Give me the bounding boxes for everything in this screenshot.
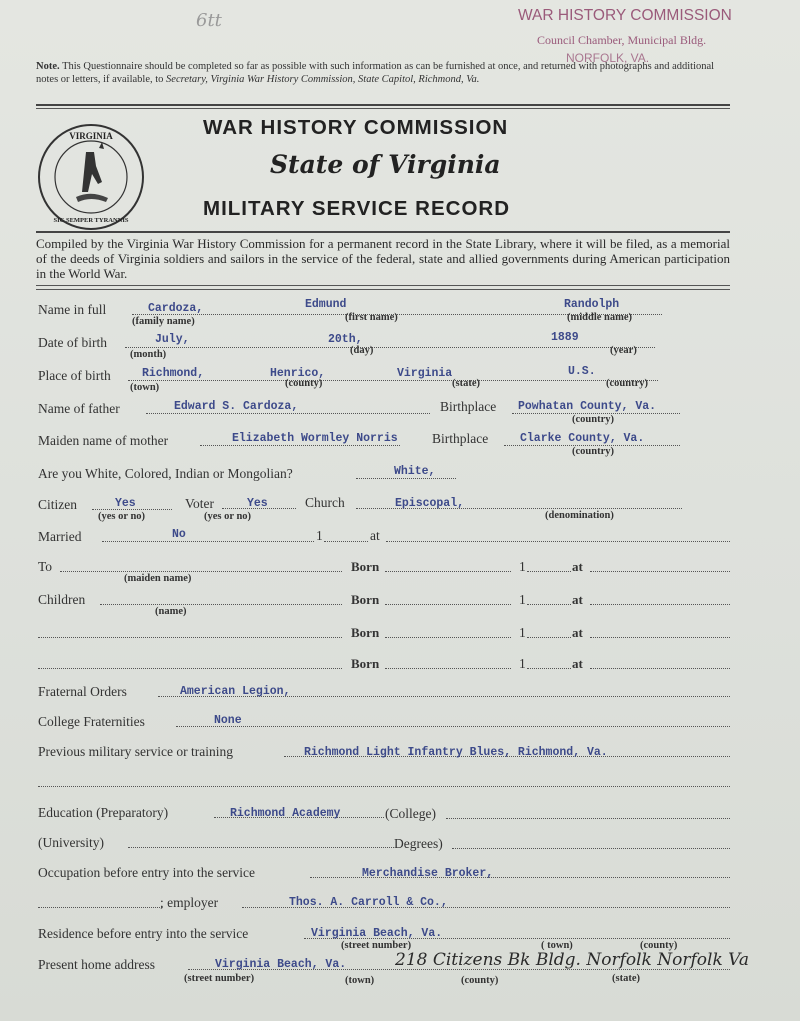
to-one: 1 xyxy=(519,559,526,574)
value-occupation: Merchandise Broker, xyxy=(362,867,494,880)
value-mother: Elizabeth Wormley Norris xyxy=(232,432,398,445)
label-father: Name of father xyxy=(38,401,120,416)
race-line xyxy=(356,478,456,479)
label-children: Children xyxy=(38,592,86,607)
label-college: (College) xyxy=(385,806,436,821)
value-pob-county: Henrico, xyxy=(270,367,326,380)
label-married: Married xyxy=(38,529,82,544)
child2-born-line xyxy=(385,637,511,638)
college-frat-line xyxy=(176,726,730,727)
label-citizen: Citizen xyxy=(38,497,77,512)
sub-maiden-name: (maiden name) xyxy=(124,573,192,584)
sub-town: (town) xyxy=(130,382,160,393)
value-pob-town: Richmond, xyxy=(142,367,205,380)
label-to: To xyxy=(38,559,53,574)
to-born-line xyxy=(385,571,511,572)
sub-first-name: (first name) xyxy=(345,312,398,323)
child1-one: 1 xyxy=(519,592,526,607)
note-lead: Note. xyxy=(36,61,60,72)
label-education: Education (Preparatory) xyxy=(38,805,169,820)
to-line xyxy=(60,571,342,572)
sub-residence-street: (street number) xyxy=(341,940,412,951)
label-father-birthplace: Birthplace xyxy=(440,399,497,414)
label-occupation: Occupation before entry into the service xyxy=(38,865,256,880)
college-line xyxy=(446,818,730,819)
label-employer: ; employer xyxy=(160,895,219,910)
sub-present-town: (town) xyxy=(345,975,375,986)
value-middle-name: Randolph xyxy=(564,298,620,311)
child2-at-line xyxy=(590,637,730,638)
stamp-line-1: WAR HISTORY COMMISSION xyxy=(518,7,732,24)
dob-line xyxy=(125,347,655,348)
married-year-line xyxy=(324,541,368,542)
note-paragraph xyxy=(36,60,730,86)
label-dob: Date of birth xyxy=(38,335,107,350)
child3-at-line xyxy=(590,668,730,669)
mother-line xyxy=(200,445,400,446)
to-year-line xyxy=(527,571,571,572)
value-race: White, xyxy=(394,465,436,478)
value-voter: Yes xyxy=(247,497,268,510)
sub-present-county: (county) xyxy=(461,975,499,986)
note-text-2: Secretary, Virginia War History Commission, State Capitol, Richmond, Va. xyxy=(166,74,480,85)
pob-line xyxy=(128,380,658,381)
stamp-line-2: Council Chamber, Municipal Bldg. xyxy=(537,33,707,47)
sub-year: (year) xyxy=(610,345,637,356)
sub-family-name: (family name) xyxy=(132,316,195,327)
value-employer: Thos. A. Carroll & Co., xyxy=(289,896,448,909)
child2-one: 1 xyxy=(519,625,526,640)
label-pob: Place of birth xyxy=(38,368,111,383)
child3-born: Born xyxy=(351,656,380,671)
degrees-line xyxy=(452,848,730,849)
value-education-prep: Richmond Academy xyxy=(230,807,341,820)
label-race: Are you White, Colored, Indian or Mongolian? xyxy=(38,466,293,481)
value-fraternal: American Legion, xyxy=(180,685,291,698)
value-residence: Virginia Beach, Va. xyxy=(311,927,443,940)
sub-residence-county: (county) xyxy=(640,940,678,951)
previous-line-2 xyxy=(38,786,730,787)
children-line-1 xyxy=(100,604,342,605)
married-at-line xyxy=(386,541,730,542)
intro-paragraph: Compiled by the Virginia War History Commission for a permanent record in the State Library, where it will be filed, as a memorial of the deeds of Virginia soldiers and sailors in the service of the federal, state and allied governments during American participation in the World War. xyxy=(36,236,730,281)
sub-state: (state) xyxy=(452,378,480,389)
sub-citizen: (yes or no) xyxy=(98,511,146,522)
header-rule xyxy=(36,231,730,233)
label-present: Present home address xyxy=(38,957,155,972)
seal-bottom-text: SIC SEMPER TYRANNIS xyxy=(53,217,129,224)
label-mother-birthplace: Birthplace xyxy=(432,431,489,446)
value-present-street: Virginia Beach, Va. xyxy=(215,958,347,971)
child3-year-line xyxy=(527,668,571,669)
child2-at: at xyxy=(572,625,583,640)
sub-denomination: (denomination) xyxy=(545,510,614,521)
sub-country: (country) xyxy=(606,378,648,389)
value-present-handwritten: 218 Citizens Bk Bldg. Norfolk Norfolk Va xyxy=(395,950,750,970)
to-at-line xyxy=(590,571,730,572)
married-line xyxy=(102,541,314,542)
intro-rule-2 xyxy=(36,289,730,290)
corner-pencil-mark: 6tt xyxy=(196,10,222,31)
virginia-seal-icon xyxy=(36,122,146,232)
top-rule xyxy=(36,104,730,106)
label-fraternal: Fraternal Orders xyxy=(38,684,127,699)
value-citizen: Yes xyxy=(115,497,136,510)
label-previous: Previous military service or training xyxy=(38,744,233,759)
value-first-name: Edmund xyxy=(305,298,347,311)
university-line xyxy=(128,847,394,848)
child2-year-line xyxy=(527,637,571,638)
child2-born: Born xyxy=(351,625,380,640)
value-pob-country: U.S. xyxy=(568,365,596,378)
value-church: Episcopal, xyxy=(395,497,465,510)
sub-residence-town: ( town) xyxy=(541,940,573,951)
to-born: Born xyxy=(351,559,380,574)
value-college-frat: None xyxy=(214,714,242,727)
child1-born: Born xyxy=(351,592,380,607)
married-one: 1 xyxy=(316,528,323,543)
label-residence: Residence before entry into the service xyxy=(38,926,249,941)
label-degrees: Degrees) xyxy=(394,836,443,851)
child3-born-line xyxy=(385,668,511,669)
value-mother-birthplace: Clarke County, Va. xyxy=(520,432,645,445)
to-at: at xyxy=(572,559,583,574)
child1-at: at xyxy=(572,592,583,607)
sub-mother-country: (country) xyxy=(572,446,614,457)
sub-day: (day) xyxy=(350,345,374,356)
sub-children-name: (name) xyxy=(155,606,187,617)
header-title-3: MILITARY SERVICE RECORD xyxy=(203,197,510,220)
father-line xyxy=(146,413,430,414)
child3-at: at xyxy=(572,656,583,671)
sub-middle-name: (middle name) xyxy=(567,312,633,323)
married-at: at xyxy=(370,528,380,543)
seal-top-text: VIRGINIA xyxy=(69,131,113,141)
sub-county: (county) xyxy=(285,378,323,389)
children-line-3 xyxy=(38,668,342,669)
child1-year-line xyxy=(527,604,571,605)
value-father: Edward S. Cardoza, xyxy=(174,400,299,413)
sub-voter: (yes or no) xyxy=(204,511,252,522)
sub-present-state: (state) xyxy=(612,973,640,984)
value-previous: Richmond Light Infantry Blues, Richmond, Va. xyxy=(304,746,608,759)
header-title-2: State of Virginia xyxy=(270,150,501,179)
sub-month: (month) xyxy=(130,349,167,360)
value-day: 20th, xyxy=(328,333,363,346)
value-married: No xyxy=(172,528,186,541)
value-father-birthplace: Powhatan County, Va. xyxy=(518,400,657,413)
label-church: Church xyxy=(305,495,345,510)
label-college-frat: College Fraternities xyxy=(38,714,145,729)
value-pob-state: Virginia xyxy=(397,367,453,380)
top-rule-thin xyxy=(36,108,730,109)
label-name: Name in full xyxy=(38,302,107,317)
label-mother: Maiden name of mother xyxy=(38,433,169,448)
employer-pre-line xyxy=(38,907,162,908)
stamp-line-3: NORFOLK, VA. xyxy=(566,51,650,65)
children-line-2 xyxy=(38,637,342,638)
label-university: (University) xyxy=(38,835,104,850)
child1-born-line xyxy=(385,604,511,605)
intro-rule xyxy=(36,285,730,286)
value-family-name: Cardoza, xyxy=(148,302,204,315)
label-voter: Voter xyxy=(185,496,214,511)
value-year: 1889 xyxy=(551,331,579,344)
child1-at-line xyxy=(590,604,730,605)
note-text-1: This Questionnaire should be completed so far as possible with such information as can be furnished at once, and returned with photographs and additional notes or letters, if available, to xyxy=(36,61,715,85)
sub-present-street: (street number) xyxy=(184,973,255,984)
value-month: July, xyxy=(155,333,190,346)
child3-one: 1 xyxy=(519,656,526,671)
sub-father-country: (country) xyxy=(572,414,614,425)
header-title-1: WAR HISTORY COMMISSION xyxy=(203,116,509,139)
